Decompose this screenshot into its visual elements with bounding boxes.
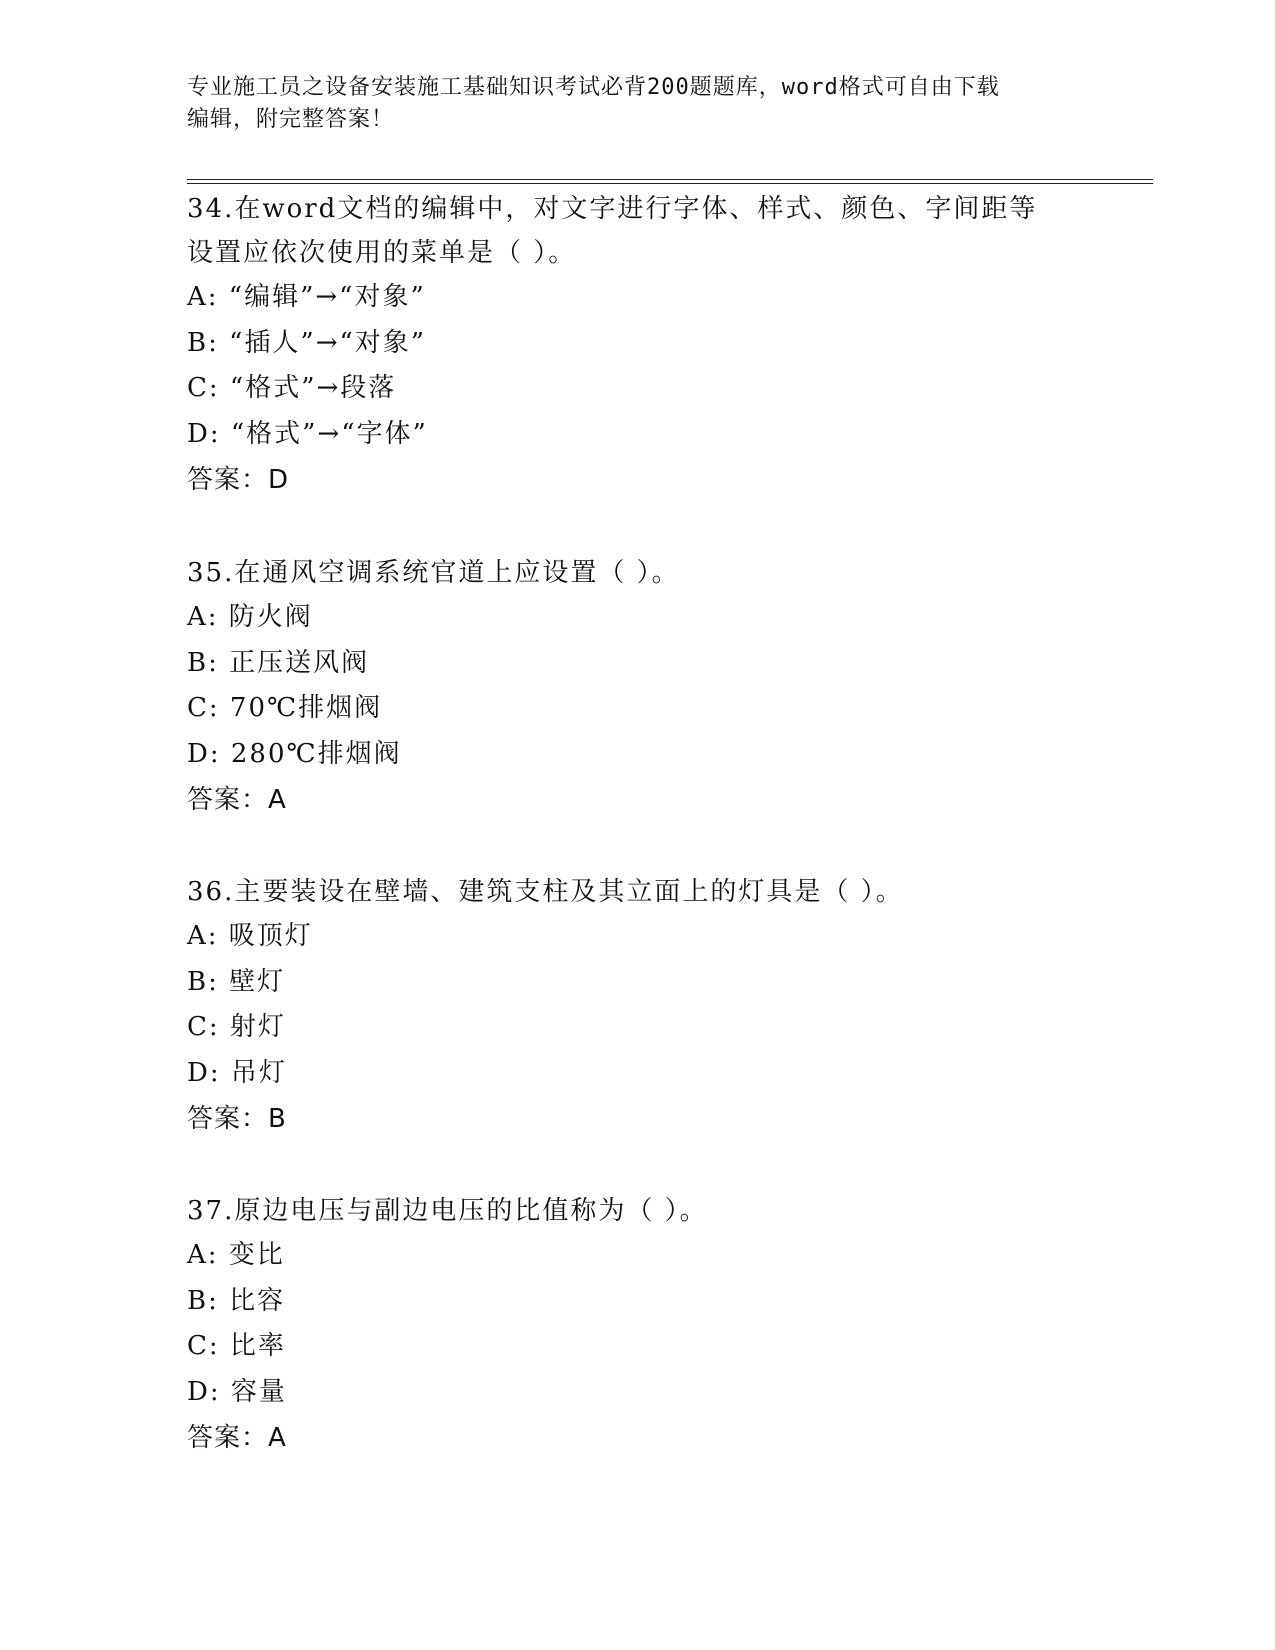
option-a: A: 变比 — [187, 1240, 285, 1270]
answer-line: 答案：D — [187, 465, 290, 495]
question-36 — [187, 870, 1067, 1142]
header-divider-top — [187, 179, 1153, 180]
option-b: B: 壁灯 — [187, 966, 286, 997]
option-c: C: 70℃排烟阀 — [187, 693, 383, 723]
answer-line: 答案：B — [187, 1104, 287, 1134]
option-b: B: 正压送风阀 — [187, 647, 370, 678]
document-header — [187, 72, 1087, 136]
question-37 — [187, 1189, 1067, 1461]
question-stem-continued: 设置应依次使用的菜单是（ ）。 — [187, 238, 577, 268]
option-d: D: 280℃排烟阀 — [187, 738, 402, 769]
option-a: A: 防火阀 — [187, 602, 313, 632]
answer-line: 答案：A — [187, 1423, 287, 1453]
answer-line: 答案：A — [187, 785, 287, 815]
header-title-line-1: 专业施工员之设备安装施工基础知识考试必背200题题库，word格式可自由下载 — [187, 75, 1000, 100]
header-divider-bottom — [187, 183, 1153, 184]
option-b: B: 比容 — [187, 1285, 286, 1316]
question-stem: 36.主要装设在壁墙、建筑支柱及其立面上的灯具是（ ）。 — [187, 877, 904, 907]
option-d: D: 吊灯 — [187, 1057, 287, 1088]
option-d: D: “格式”→“字体” — [187, 418, 428, 449]
option-c: C: 射灯 — [187, 1012, 286, 1042]
option-c: C: 比率 — [187, 1331, 286, 1361]
question-stem: 34.在word文档的编辑中，对文字进行字体、样式、颜色、字间距等 — [187, 194, 1038, 224]
option-a: A: 吸顶灯 — [187, 921, 313, 951]
question-34 — [187, 187, 1067, 503]
question-stem: 35.在通风空调系统官道上应设置（ ）。 — [187, 558, 680, 588]
option-b: B: “插人”→“对象” — [187, 327, 427, 358]
option-d: D: 容量 — [187, 1376, 287, 1407]
header-title-line-2: 编辑，附完整答案！ — [187, 107, 395, 132]
option-a: A: “编辑”→“对象” — [187, 282, 426, 312]
question-35 — [187, 551, 1067, 823]
question-stem: 37.原边电压与副边电压的比值称为（ ）。 — [187, 1196, 708, 1226]
option-c: C: “格式”→段落 — [187, 373, 397, 403]
